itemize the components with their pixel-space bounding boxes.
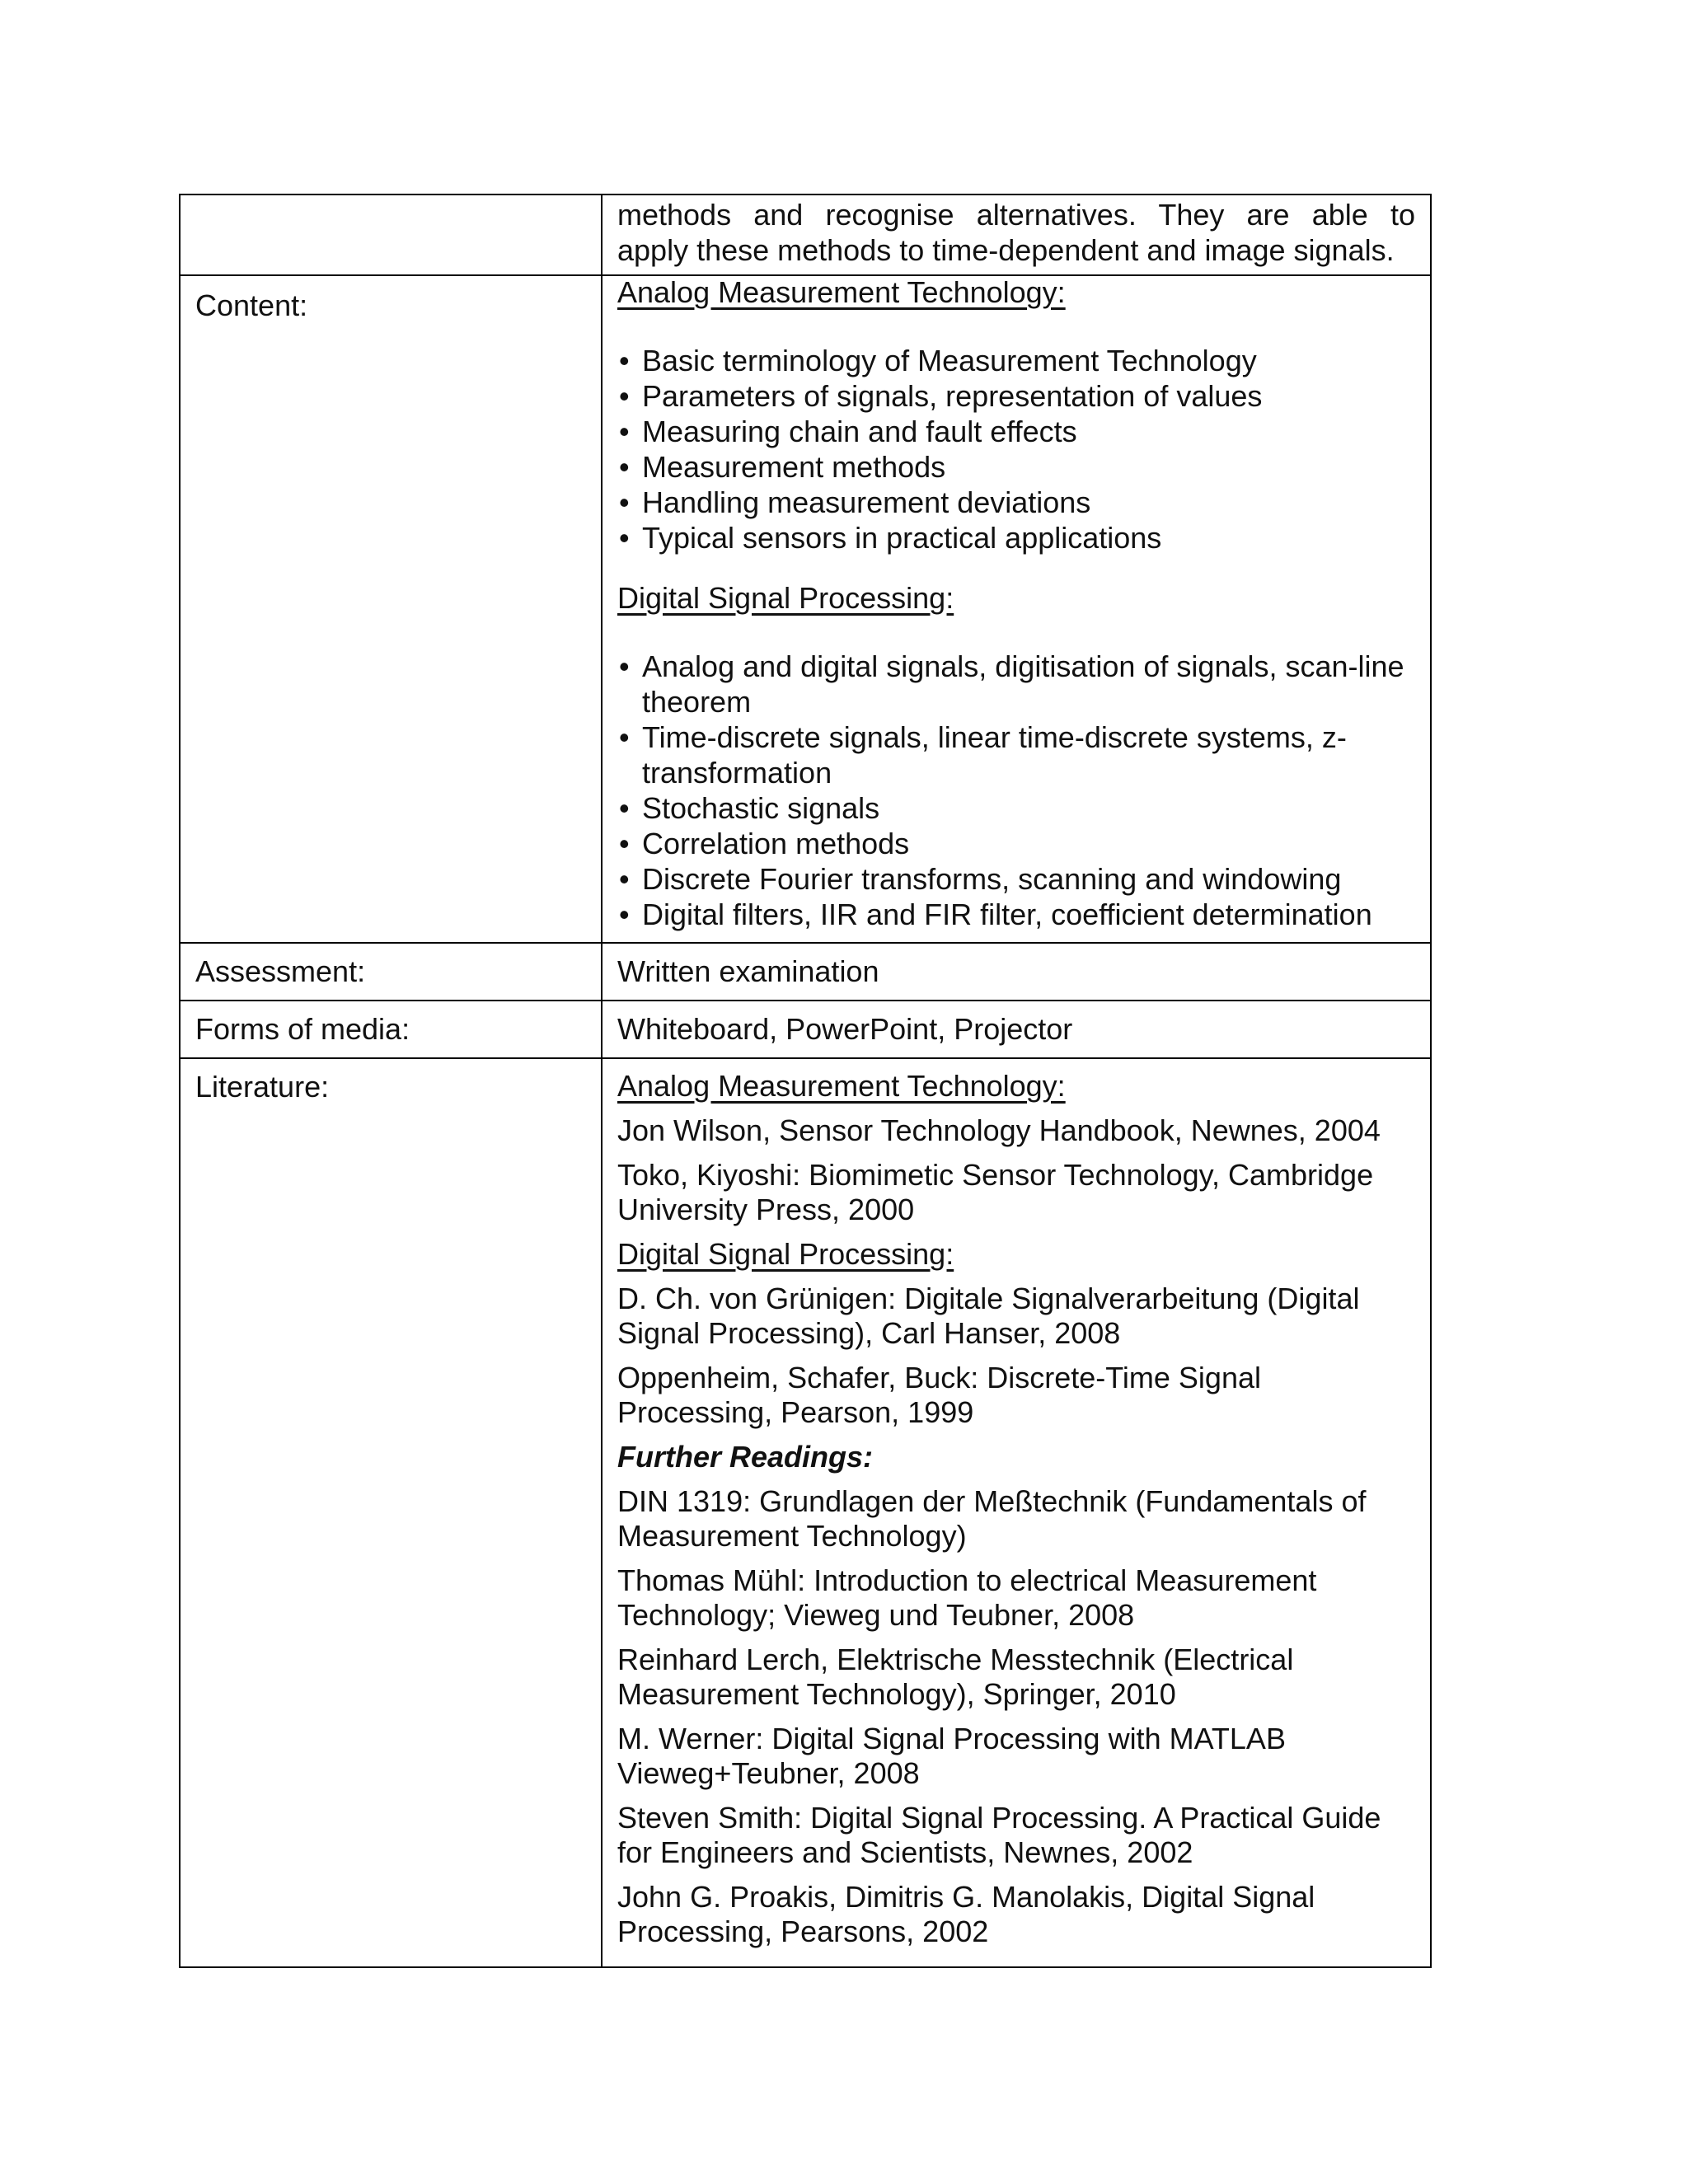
list-item: • Parameters of signals, representation of values <box>617 378 1415 414</box>
content-digital-heading: Digital Signal Processing: <box>617 581 954 615</box>
list-item: • Correlation methods <box>617 826 1415 861</box>
assessment-row <box>180 943 1431 1001</box>
assessment-value-cell <box>602 943 1431 1001</box>
literature-ref: John G. Proakis, Dimitris G. Manolakis, Digital Signal Processing, Pearsons, 2002 <box>617 1880 1315 1948</box>
literature-ref: Steven Smith: Digital Signal Processing. A Practical Guide for Engineers and Scientists, Newnes, 2002 <box>617 1801 1381 1869</box>
content-label-text: Content: <box>195 288 308 322</box>
literature-ref: M. Werner: Digital Signal Processing with MATLAB Vieweg+Teubner, 2008 <box>617 1722 1286 1790</box>
list-item: • Typical sensors in practical applications <box>617 520 1415 555</box>
literature-ref: D. Ch. von Grünigen: Digitale Signalverarbeitung (Digital Signal Processing), Carl Hanser, 2008 <box>617 1282 1360 1350</box>
literature-ref: Thomas Mühl: Introduction to electrical Measurement Technology; Vieweg und Teubner, 2008 <box>617 1563 1317 1632</box>
literature-ref: Reinhard Lerch, Elektrische Messtechnik (Electrical Measurement Technology), Springer, 2010 <box>617 1643 1294 1711</box>
literature-further-heading: Further Readings: <box>617 1440 874 1474</box>
media-row <box>180 1001 1431 1058</box>
intro-value-cell <box>602 194 1431 275</box>
literature-ref: DIN 1319: Grundlagen der Meßtechnik (Fundamentals of Measurement Technology) <box>617 1484 1367 1553</box>
list-item: • Basic terminology of Measurement Technology <box>617 343 1415 378</box>
literature-ref: Oppenheim, Schafer, Buck: Discrete-Time Signal Processing, Pearson, 1999 <box>617 1361 1261 1429</box>
content-digital-list <box>617 649 1415 932</box>
content-analog-list <box>617 343 1415 555</box>
media-label <box>180 1001 602 1058</box>
literature-label <box>180 1058 602 1967</box>
content-label <box>180 275 602 943</box>
literature-label-text: Literature: <box>195 1070 330 1104</box>
intro-line-1: methods and recognise alternatives. They are able to <box>617 198 1415 232</box>
media-value-cell <box>602 1001 1431 1058</box>
literature-analog-heading: Analog Measurement Technology: <box>617 1069 1066 1103</box>
assessment-value: Written examination <box>617 954 879 988</box>
list-item: • Handling measurement deviations <box>617 485 1415 520</box>
list-item: • Stochastic signals <box>617 790 1415 826</box>
literature-ref: Jon Wilson, Sensor Technology Handbook, Newnes, 2004 <box>617 1113 1381 1147</box>
list-item: • Discrete Fourier transforms, scanning and windowing <box>617 861 1415 897</box>
assessment-label-text: Assessment: <box>195 954 366 988</box>
content-value-cell <box>602 275 1431 943</box>
intro-line-2: apply these methods to time-dependent and image signals. <box>617 233 1395 267</box>
literature-digital-heading: Digital Signal Processing: <box>617 1237 954 1271</box>
media-value: Whiteboard, PowerPoint, Projector <box>617 1012 1073 1046</box>
intro-row <box>180 194 1431 275</box>
content-analog-heading: Analog Measurement Technology: <box>617 275 1066 309</box>
literature-ref: Toko, Kiyoshi: Biomimetic Sensor Technology, Cambridge University Press, 2000 <box>617 1158 1374 1226</box>
list-item: • Measuring chain and fault effects <box>617 414 1415 449</box>
module-description-table <box>179 194 1432 1968</box>
literature-row <box>180 1058 1431 1967</box>
assessment-label <box>180 943 602 1001</box>
literature-value-cell <box>602 1058 1431 1967</box>
list-item: • Measurement methods <box>617 449 1415 485</box>
list-item: • Time-discrete signals, linear time-discrete systems, z-transformation <box>617 719 1415 790</box>
media-label-text: Forms of media: <box>195 1012 410 1046</box>
intro-label-cell <box>180 194 602 275</box>
list-item: • Analog and digital signals, digitisation of signals, scan-line theorem <box>617 649 1415 719</box>
content-row <box>180 275 1431 943</box>
list-item: • Digital filters, IIR and FIR filter, coefficient determination <box>617 897 1415 932</box>
